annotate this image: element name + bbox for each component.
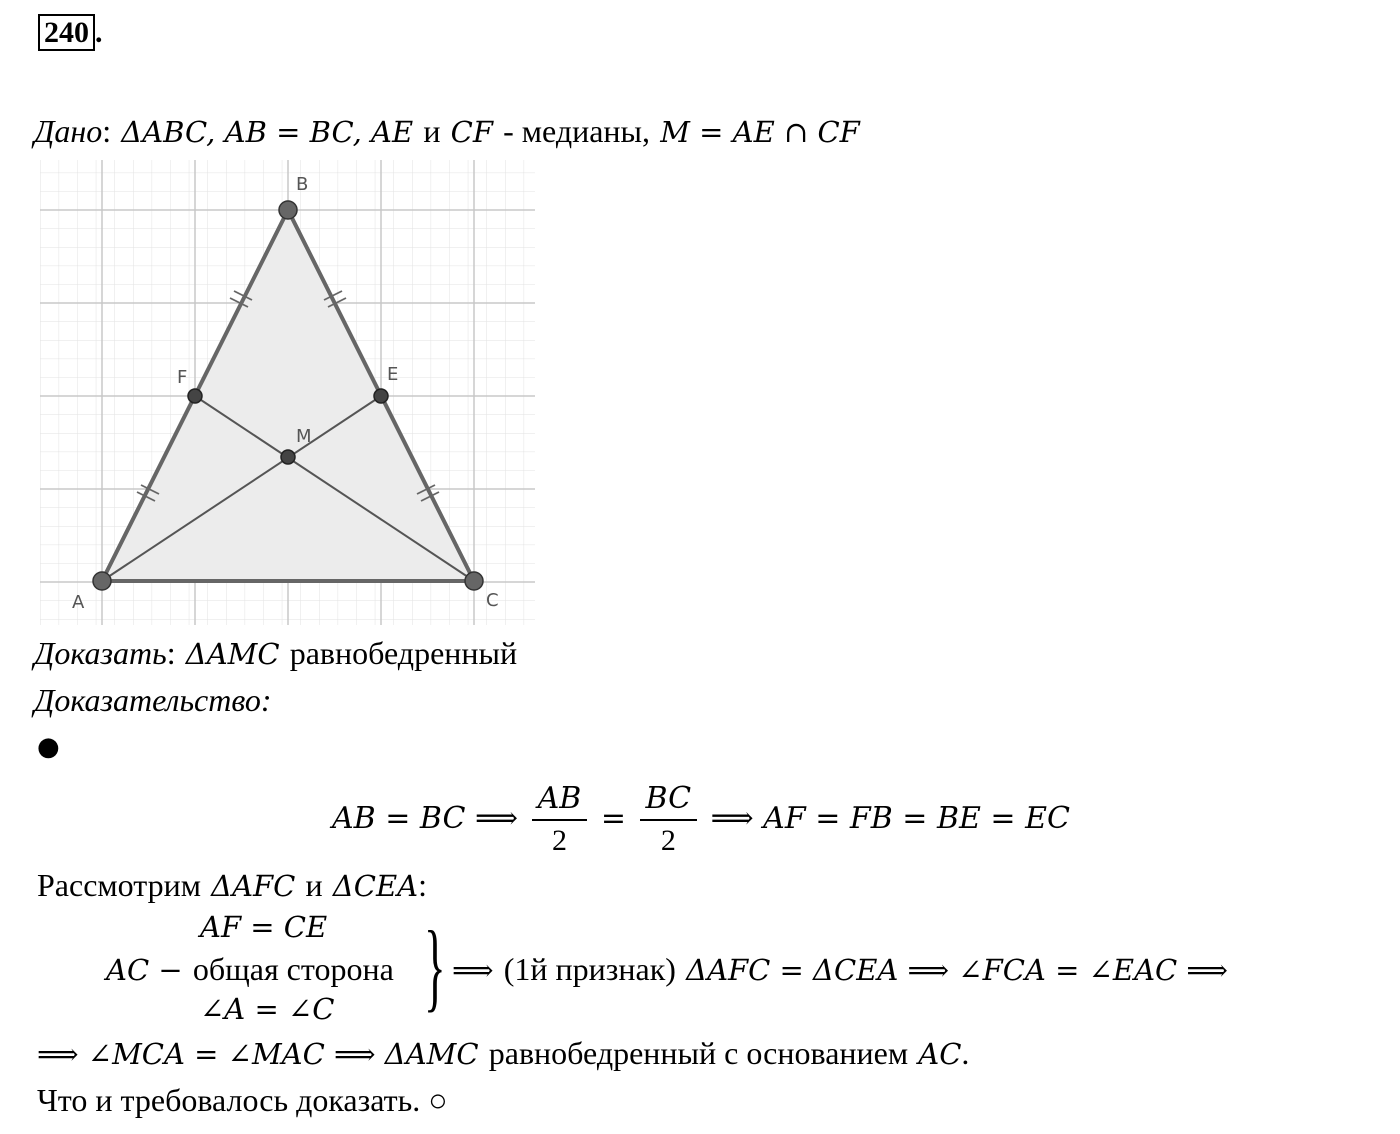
point-b bbox=[279, 201, 297, 219]
frac1-num: AB bbox=[532, 779, 588, 821]
problem-number-dot: . bbox=[95, 16, 103, 49]
system-arrow: ⟹ bbox=[452, 953, 494, 987]
problem-number bbox=[38, 16, 103, 50]
point-f bbox=[188, 389, 202, 403]
conclusion-math: ⟹ ∠MCA = ∠MAC ⟹ ΔAMC bbox=[37, 1037, 479, 1071]
right-brace: } bbox=[424, 910, 446, 1021]
label-e: E bbox=[387, 364, 399, 385]
prove-label: Доказать bbox=[34, 635, 167, 671]
given-colon: : bbox=[102, 113, 112, 149]
system-result-expr: ΔAFC = ΔCEA ⟹ ∠FCA = ∠EAC ⟹ bbox=[686, 953, 1228, 987]
prove-colon: : bbox=[166, 635, 176, 671]
proof-label: Доказательство: bbox=[34, 682, 272, 718]
qed-line: Что и требовалось доказать. ○ bbox=[37, 1082, 448, 1118]
given-part1: ΔABC, AB = BC, AE bbox=[121, 115, 414, 149]
prove-line bbox=[34, 634, 517, 672]
eq1-eq: = bbox=[600, 801, 626, 836]
frac2-num: BC bbox=[640, 779, 698, 821]
system-result bbox=[452, 950, 1228, 988]
given-line bbox=[34, 112, 860, 150]
conclusion-base: AC bbox=[918, 1037, 962, 1071]
given-part2: CF bbox=[450, 115, 493, 149]
label-m: M bbox=[296, 426, 312, 447]
conclusion-line bbox=[37, 1034, 969, 1072]
consider-conj: и bbox=[305, 867, 323, 903]
equation-1 bbox=[332, 774, 1070, 864]
fraction-bc bbox=[640, 779, 698, 861]
prove-text: равнобедренный bbox=[289, 635, 518, 671]
label-c: C bbox=[486, 590, 499, 611]
consider-t1: ΔAFC bbox=[211, 869, 296, 903]
system-line2-text: общая сторона bbox=[192, 951, 394, 987]
system-line-3: ∠A = ∠C bbox=[200, 992, 335, 1026]
frac2-den: 2 bbox=[660, 824, 676, 857]
given-part3: M = AE ∩ CF bbox=[660, 115, 860, 149]
conclusion-dot: . bbox=[961, 1035, 970, 1071]
fraction-ab bbox=[532, 779, 588, 861]
problem-number-box: 240 bbox=[38, 14, 95, 51]
prove-expr: ΔAMC bbox=[185, 637, 280, 671]
point-a bbox=[93, 572, 111, 590]
label-f: F bbox=[177, 367, 188, 388]
given-label: Дано bbox=[34, 113, 103, 149]
consider-text: Рассмотрим bbox=[37, 867, 201, 903]
eq1-right: ⟹ AF = FB = BE = EC bbox=[710, 801, 1070, 836]
system-line-2 bbox=[106, 950, 394, 988]
consider-colon: : bbox=[418, 867, 427, 903]
given-conj: и bbox=[423, 113, 441, 149]
triangle-figure bbox=[40, 160, 535, 625]
system-line-1: AF = CE bbox=[200, 910, 328, 944]
point-m bbox=[281, 450, 295, 464]
system-criterion: (1й признак) bbox=[503, 951, 676, 987]
consider-t2: ΔCEA bbox=[332, 869, 419, 903]
label-b: B bbox=[296, 174, 309, 195]
point-e bbox=[374, 389, 388, 403]
bullet: ● bbox=[37, 732, 60, 762]
conclusion-text: равнобедренный с основанием bbox=[488, 1035, 909, 1071]
label-a: A bbox=[72, 592, 85, 613]
given-dash-text: - медианы, bbox=[503, 113, 651, 149]
system-line2-math: AC − bbox=[106, 953, 183, 987]
consider-line bbox=[37, 866, 427, 904]
frac1-den: 2 bbox=[551, 824, 567, 857]
point-c bbox=[465, 572, 483, 590]
eq1-left: AB = BC ⟹ bbox=[332, 801, 519, 836]
